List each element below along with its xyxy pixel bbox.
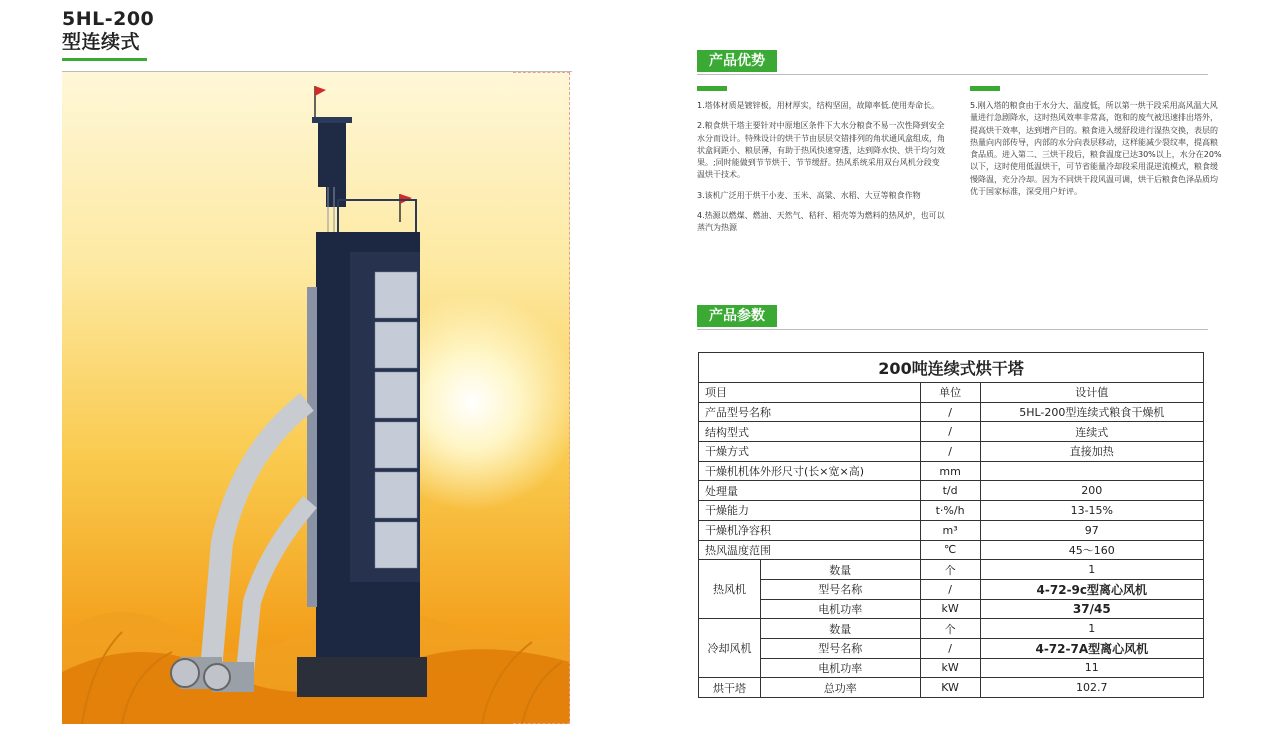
row-unit: kW: [920, 658, 980, 678]
group-tower: 烘干塔: [699, 678, 761, 698]
row-unit: /: [920, 638, 980, 658]
table-row: [699, 461, 1204, 481]
advantages-bar-left: [697, 86, 727, 91]
table-row: [699, 638, 1204, 658]
row-unit: ℃: [920, 540, 980, 560]
advantage-item: 5.刚入塔的粮食由于水分大、温度低，所以第一烘干段采用高风温大风量进行急剧降水，这时热风效率非常高，饱和的废气被迅速排出塔外，提高烘干效率，达到增产目的。粮食进入缓舒段进行湿热交换，表层的热量向内部传导，内部的水分向表层移动，这样能减少裂纹率，提高粮食品质。进入第二、三烘干段后，粮食温度已达30%以上，水分在20%以下，这时使用低温烘干，可节省能量冷却段采用混逆流模式，粮食缓慢降温，充分冷却。因为不同烘干段风温可调，烘干后粮食色泽品质均优于国家标准，深受用户好评。: [970, 101, 1222, 197]
table-row: [699, 560, 1204, 580]
row-value: 4-72-7A型离心风机: [980, 638, 1203, 658]
row-value: 连续式: [980, 422, 1203, 442]
table-row: [699, 442, 1204, 462]
row-value: 102.7: [980, 678, 1203, 698]
model-type: 型连续式: [62, 31, 141, 53]
spec-table-header: [699, 383, 1204, 403]
row-unit: KW: [920, 678, 980, 698]
row-unit: m³: [920, 520, 980, 540]
row-item: 型号名称: [761, 579, 921, 599]
row-unit: /: [920, 579, 980, 599]
row-value: 1: [980, 619, 1203, 639]
advantages-heading: 产品优势: [697, 50, 777, 72]
row-unit: kW: [920, 599, 980, 619]
row-item: 结构型式: [699, 422, 921, 442]
row-value: [980, 461, 1203, 481]
table-row: [699, 678, 1204, 698]
row-item: 干燥机机体外形尺寸(长×宽×高): [699, 461, 921, 481]
table-row: [699, 501, 1204, 521]
advantage-item: 2.粮食烘干塔主要针对中原地区条件下大水分粮食不易一次性降到安全水分而设计。特殊设计的烘干节由层层交错排列的角状通风盒组成，角状盒间距小、粮层薄，有助于热风快速穿透，达到降水快、烘干均匀效果。;同时能做到节节烘干、节节缓舒。热风系统采用双台风机分段变温烘干技术。: [697, 121, 945, 180]
table-row: [699, 658, 1204, 678]
row-item: 电机功率: [761, 599, 921, 619]
row-item: 电机功率: [761, 658, 921, 678]
row-unit: t·%/h: [920, 501, 980, 521]
product-photo: [62, 72, 570, 724]
row-item: 产品型号名称: [699, 402, 921, 422]
model-title: [62, 8, 154, 54]
spec-table: [698, 352, 1204, 698]
row-value: 1: [980, 560, 1203, 580]
row-item: 总功率: [761, 678, 921, 698]
advantage-item: 4.热源以燃煤、燃油、天然气、秸秆、稻壳等为燃料的热风炉，也可以蒸汽为热源: [697, 211, 945, 233]
row-item: 干燥方式: [699, 442, 921, 462]
table-row: [699, 481, 1204, 501]
params-heading: 产品参数: [697, 305, 777, 327]
row-value: 45～160: [980, 540, 1203, 560]
header-value: 设计值: [980, 383, 1203, 403]
row-item: 热风温度范围: [699, 540, 921, 560]
row-item: 干燥能力: [699, 501, 921, 521]
row-unit: 个: [920, 560, 980, 580]
group-hot-fan: 热风机: [699, 560, 761, 619]
row-value: 13-15%: [980, 501, 1203, 521]
row-value: 5HL-200型连续式粮食干燥机: [980, 402, 1203, 422]
advantages-column-right: [970, 100, 1223, 206]
dryer-tower-illustration: [62, 72, 570, 724]
params-rule: [697, 329, 1208, 330]
row-value: 4-72-9c型离心风机: [980, 579, 1203, 599]
model-code: 5HL-200: [62, 8, 155, 30]
advantage-item: 3.该机广泛用于烘干小麦、玉米、高粱、水稻、大豆等粮食作物: [697, 190, 921, 200]
advantages-rule: [697, 74, 1208, 75]
row-value: 直接加热: [980, 442, 1203, 462]
row-value: 37/45: [980, 599, 1203, 619]
row-unit: /: [920, 402, 980, 422]
table-row: [699, 540, 1204, 560]
row-item: 数量: [761, 619, 921, 639]
advantages-bar-right: [970, 86, 1000, 91]
group-cool-fan: 冷却风机: [699, 619, 761, 678]
row-value: 200: [980, 481, 1203, 501]
row-item: 干燥机净容积: [699, 520, 921, 540]
row-unit: /: [920, 422, 980, 442]
spec-table-title: 200吨连续式烘干塔: [699, 353, 1204, 383]
table-row: [699, 579, 1204, 599]
row-item: 数量: [761, 560, 921, 580]
row-item: 型号名称: [761, 638, 921, 658]
photo-frame-marker: [513, 72, 570, 724]
advantages-column-left: [697, 100, 945, 243]
title-underline: [62, 58, 147, 61]
table-row: [699, 422, 1204, 442]
row-unit: mm: [920, 461, 980, 481]
header-item: 项目: [699, 383, 921, 403]
table-row: [699, 599, 1204, 619]
row-unit: /: [920, 442, 980, 462]
row-unit: t/d: [920, 481, 980, 501]
advantage-item: 1.塔体材质是镀锌板，用材厚实，结构坚固，故障率低.使用寿命长。: [697, 101, 940, 110]
row-unit: 个: [920, 619, 980, 639]
table-row: [699, 619, 1204, 639]
spec-table-caption-row: [699, 353, 1204, 383]
row-value: 97: [980, 520, 1203, 540]
table-row: [699, 402, 1204, 422]
row-value: 11: [980, 658, 1203, 678]
table-row: [699, 520, 1204, 540]
header-unit: 单位: [920, 383, 980, 403]
row-item: 处理量: [699, 481, 921, 501]
